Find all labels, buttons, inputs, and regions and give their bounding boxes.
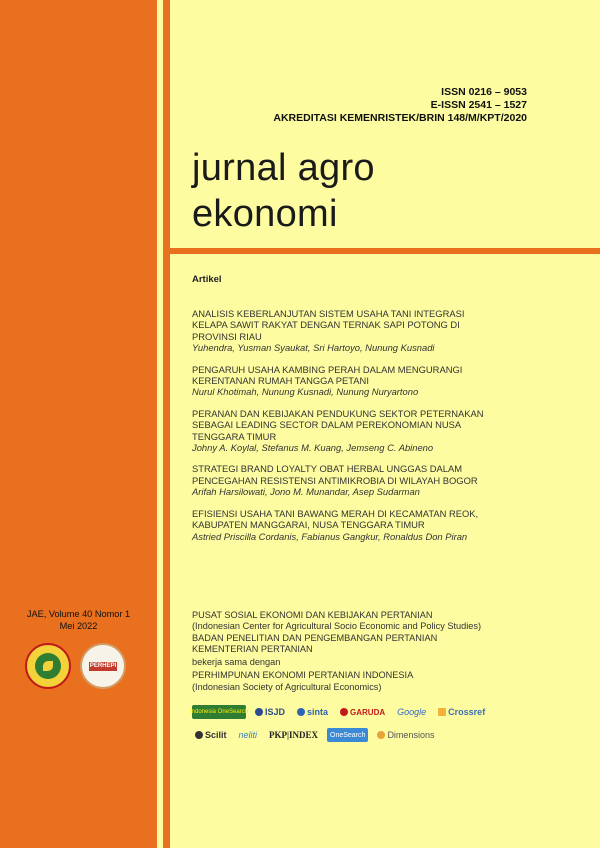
article-authors: Astried Priscilla Cordanis, Fabianus Gangkur, Ronaldus Don Piran bbox=[192, 530, 468, 542]
scilit-logo[interactable]: Scilit bbox=[192, 728, 230, 742]
sinta-logo[interactable]: sinta bbox=[294, 705, 331, 719]
article-title bbox=[192, 308, 532, 342]
perhepi-logo bbox=[80, 643, 126, 689]
journal-title-line1: jurnal agro bbox=[192, 147, 375, 189]
journal-title bbox=[192, 145, 375, 237]
section-label: Artikel bbox=[192, 274, 222, 285]
indexer-row bbox=[192, 728, 437, 742]
cover-sidebar bbox=[0, 0, 157, 848]
volume-number: JAE, Volume 40 Nomor 1 bbox=[26, 609, 131, 619]
issn-print: ISSN 0216 – 9053 bbox=[441, 86, 527, 98]
dimensions-icon bbox=[377, 731, 385, 739]
ministry-logo bbox=[25, 643, 71, 689]
article-authors: Nurul Khotimah, Nunung Kusnadi, Nunung Nuryartono bbox=[192, 386, 419, 398]
crossref-icon bbox=[438, 708, 446, 716]
dimensions-logo[interactable]: Dimensions bbox=[374, 728, 437, 742]
journal-title-line2: ekonomi bbox=[192, 193, 338, 235]
onesearch-badge[interactable]: OneSearch bbox=[327, 728, 368, 742]
article-item[interactable] bbox=[192, 408, 532, 454]
garuda-icon bbox=[340, 708, 348, 716]
article-title-line: KELAPA SAWIT RAKYAT DENGAN TERNAK SAPI POTONG DI bbox=[192, 319, 460, 331]
article-item[interactable] bbox=[192, 508, 532, 542]
article-title-line: SEBAGAI LEADING SECTOR DALAM PEREKONOMIAN NUSA bbox=[192, 419, 462, 431]
cooperation-text: bekerja sama dengan bbox=[192, 657, 281, 668]
indexer-row bbox=[189, 705, 488, 719]
perhepi-badge: PERHEPI bbox=[89, 663, 117, 669]
sidebar-stripe bbox=[163, 0, 170, 848]
article-title bbox=[192, 408, 532, 442]
header-divider bbox=[163, 248, 600, 254]
article-authors: Johny A. Koylal, Stefanus M. Kuang, Jemseng C. Abineno bbox=[192, 442, 434, 454]
scilit-icon bbox=[195, 731, 203, 739]
volume-date: Mei 2022 bbox=[59, 620, 98, 631]
partner-name: PERHIMPUNAN EKONOMI PERTANIAN INDONESIA bbox=[192, 670, 414, 681]
article-title-line: EFISIENSI USAHA TANI BAWANG MERAH DI KECAMATAN REOK, bbox=[192, 507, 479, 519]
article-title bbox=[192, 364, 532, 387]
publisher-block bbox=[192, 610, 552, 693]
article-title-line: KABUPATEN MANGGARAI, NUSA TENGGARA TIMUR bbox=[192, 519, 425, 531]
article-title bbox=[192, 463, 532, 486]
publisher-name: PUSAT SOSIAL EKONOMI DAN KEBIJAKAN PERTANIAN bbox=[192, 610, 433, 620]
accreditation: AKREDITASI KEMENRISTEK/BRIN 148/M/KPT/2020 bbox=[273, 112, 527, 124]
crossref-logo[interactable]: Crossref bbox=[435, 705, 488, 719]
partner-name-en: (Indonesian Society of Agricultural Economics) bbox=[192, 681, 382, 692]
article-authors: Arifah Harsilowati, Jono M. Munandar, Asep Sudarman bbox=[192, 486, 420, 498]
article-title-line: PROVINSI RIAU bbox=[192, 330, 262, 342]
isjd-logo[interactable]: ISJD bbox=[252, 705, 288, 719]
article-title-line: PENCEGAHAN RESISTENSI ANTIMIKROBIA DI WILAYAH BOGOR bbox=[192, 474, 478, 486]
issn-block bbox=[273, 86, 527, 125]
agency-name: BADAN PENELITIAN DAN PENGEMBANGAN PERTANIAN bbox=[192, 632, 438, 643]
google-scholar-logo[interactable]: Google bbox=[397, 707, 427, 717]
garuda-logo[interactable]: GARUDA bbox=[337, 705, 388, 719]
pkp-index-logo[interactable]: PKP|INDEX bbox=[269, 730, 319, 740]
article-list bbox=[192, 308, 532, 552]
isjd-icon bbox=[255, 708, 263, 716]
volume-info bbox=[0, 609, 157, 632]
publisher-name-en: (Indonesian Center for Agricultural Socio Economic and Policy Studies) bbox=[192, 621, 482, 632]
article-title-line: PENGARUH USAHA KAMBING PERAH DALAM MENGURANGI bbox=[192, 363, 463, 375]
article-item[interactable] bbox=[192, 308, 532, 354]
article-title-line: KERENTANAN RUMAH TANGGA PETANI bbox=[192, 375, 369, 387]
article-title-line: PERANAN DAN KEBIJAKAN PENDUKUNG SEKTOR PETERNAKAN bbox=[192, 407, 484, 419]
sinta-icon bbox=[297, 708, 305, 716]
article-title-line: STRATEGI BRAND LOYALTY OBAT HERBAL UNGGAS DALAM bbox=[192, 463, 463, 475]
article-item[interactable] bbox=[192, 463, 532, 497]
article-title-line: ANALISIS KEBERLANJUTAN SISTEM USAHA TANI INTEGRASI bbox=[192, 308, 465, 319]
neliti-logo[interactable]: neliti bbox=[238, 730, 258, 740]
article-title bbox=[192, 508, 532, 531]
onesearch-logo[interactable]: Indonesia OneSearch bbox=[192, 705, 246, 719]
article-title-line: TENGGARA TIMUR bbox=[192, 430, 277, 442]
article-item[interactable] bbox=[192, 364, 532, 398]
article-authors: Yuhendra, Yusman Syaukat, Sri Hartoyo, Nunung Kusnadi bbox=[192, 342, 435, 354]
ministry-name: KEMENTERIAN PERTANIAN bbox=[192, 643, 313, 654]
issn-online: E-ISSN 2541 – 1527 bbox=[430, 99, 527, 111]
leaf-icon bbox=[43, 661, 53, 671]
